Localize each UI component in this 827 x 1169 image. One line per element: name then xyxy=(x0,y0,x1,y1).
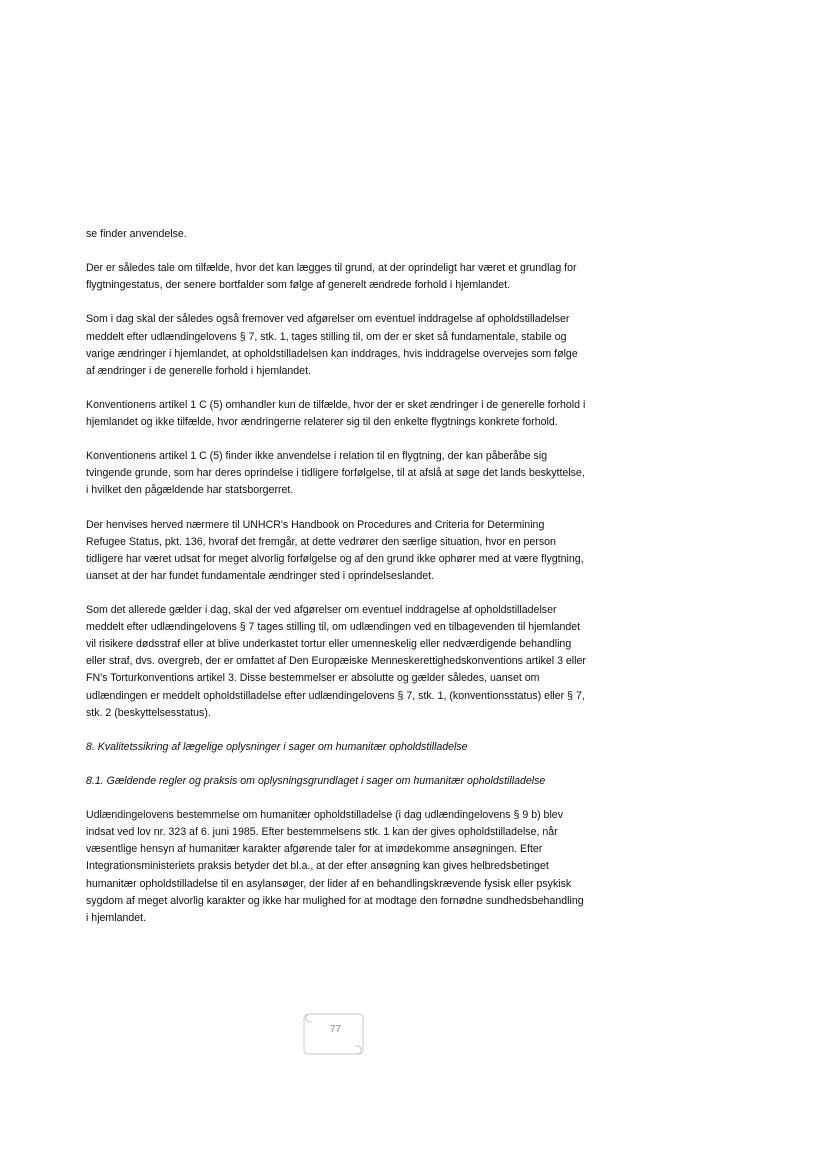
paragraph: Der er således tale om tilfælde, hvor det kan lægges til grund, at der oprindeligt har været et grundlag for flygtningestatus, der senere bortfalder som følge af generelt ændrede forhold i hjemlandet. xyxy=(86,262,577,292)
paragraph: Konventionens artikel 1 C (5) omhandler kun de tilfælde, hvor der er sket ændringer i de generelle forhold i hjemlandet og ikke tilfælde, hvor ændringerne relaterer sig til den enkelte flygtnings konkrete forhold. xyxy=(86,398,586,429)
paragraph: Som i dag skal der således også fremover ved afgørelser om eventuel inddragelse af opholdstilladelser meddelt efter udlændingelovens § 7, stk. 1, tages stilling til, om der er sket så fundamentale, stabile og varige ændringer i hjemlandet, at opholdstilladelsen kan inddrages, hvis inddragelse overvejes som følge af ændringer i de generelle forhold i hjemlandet. xyxy=(86,313,578,377)
section-heading-8-1: 8.1. Gældende regler og praksis om oplysningsgrundlaget i sager om humanitær opholdstilladelse xyxy=(86,775,546,787)
document-body xyxy=(86,226,586,927)
paragraph: Udlændingelovens bestemmelse om humanitær opholdstilladelse (i dag udlændingelovens § 9 b) blev indsat ved lov nr. 323 af 6. juni 1985. Efter bestemmelsens stk. 1 kan der gives opholdstilladelse, når væsentlige hensyn af humanitær karakter afgørende taler for at imødekomme ansøgningen. Efter Integrationsministeriets praksis betyder det bl.a., at der efter ansøgning kan gives helbredsbetinget humanitær opholdstilladelse til en asylansøger, der lider af en behandlingskrævende fysisk eller psykisk sygdom af meget alvorlig karakter og ikke har mulighed for at modtage den fornødne sundhedsbehandling i hjemlandet. xyxy=(86,809,584,924)
section-heading-8: 8. Kvalitetssikring af lægelige oplysninger i sager om humanitær opholdstilladelse xyxy=(86,740,468,753)
page-number: 77 xyxy=(330,1024,342,1035)
paragraph: Som det allerede gælder i dag, skal der ved afgørelser om eventuel inddragelse af opholdstilladelser meddelt efter udlændingelovens § 7 tages stilling til, om udlændingen ved en tilbagevenden til hjemlandet vil risikere dødsstraf eller at blive underkastet tortur eller umenneskelig eller nedværdigende behandling eller straf, dvs. overgreb, der er omfattet af Den Europæiske Menneskerettighedskonventions artikel 3 eller FN's Torturkonventions artikel 3. Disse bestemmelser er absolutte og gælder således, uanset om udlændingen er meddelt opholdstilladelse efter udlændingelovens § 7, stk. 1, (konventionsstatus) eller § 7, stk. 2 (beskyttelsesstatus). xyxy=(86,604,586,719)
paragraph: se finder anvendelse. xyxy=(86,228,187,240)
page-number-scroll xyxy=(300,1010,366,1056)
paragraph: Konventionens artikel 1 C (5) finder ikke anvendelse i relation til en flygtning, der kan påberåbe sig tvingende grunde, som har deres oprindelse i tidligere forfølgelse, til at afslå at søge det lands beskyttelse, i hvilket den pågældende har statsborgerret. xyxy=(86,450,585,497)
paragraph: Der henvises herved nærmere til UNHCR's Handbook on Procedures and Criteria for Determining Refugee Status, pkt. 136, hvoraf det fremgår, at dette vedrører den særlige situation, hvor en person tidligere har været udsat for meget alvorlig forfølgelse og af den grund ikke ophører med at være flygtning, uanset at der har fundet fundamentale ændringer sted i oprindelseslandet. xyxy=(86,518,584,582)
